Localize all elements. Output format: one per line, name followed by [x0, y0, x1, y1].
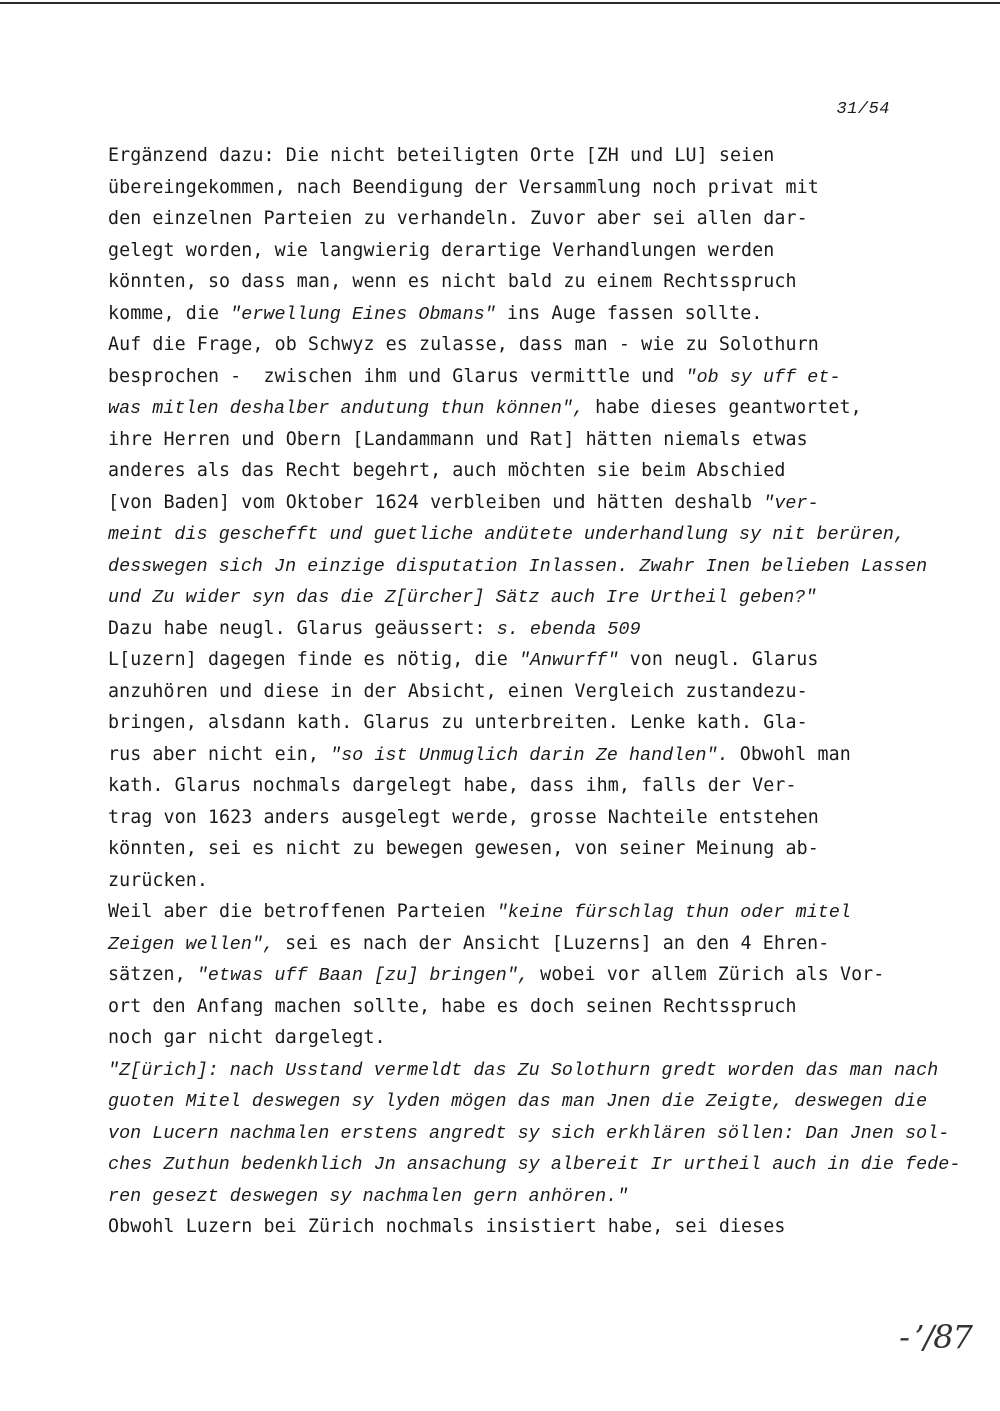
body-text: besprochen - zwischen ihm und Glarus vermittle und — [108, 365, 686, 387]
text-line — [108, 1180, 898, 1212]
body-text: Dazu habe neugl. Glarus geäussert: — [108, 617, 497, 639]
body-text: [von Baden] vom Oktober 1624 verbleiben und hätten deshalb — [108, 491, 764, 513]
text-line — [108, 676, 898, 708]
body-text: sei es nach der Ansicht [Luzerns] an den 4 Ehren- — [274, 932, 830, 954]
top-border-line — [0, 2, 1000, 4]
text-line — [108, 613, 898, 645]
body-text: könnten, sei es nicht zu bewegen gewesen, von seiner Meinung ab- — [108, 838, 819, 859]
text-line — [108, 550, 928, 582]
body-text: habe dieses geantwortet, — [584, 397, 862, 418]
body-text: übereingekommen, nach Beendigung der Versammlung noch privat mit — [108, 176, 819, 198]
text-line — [108, 266, 898, 298]
text-line — [108, 1022, 898, 1054]
text-line — [108, 424, 898, 456]
text-line — [108, 833, 898, 865]
text-line — [108, 392, 898, 424]
text-line — [108, 518, 906, 550]
body-text: komme, die — [108, 302, 231, 324]
text-line — [108, 203, 898, 235]
body-text: Weil aber die betroffenen Parteien — [108, 901, 497, 922]
body-text: wobei vor allem Zürich als Vor- — [528, 964, 885, 985]
quoted-source-text: "erwellung Eines Obmans" — [230, 304, 496, 325]
text-line — [108, 172, 898, 204]
text-line — [108, 991, 898, 1023]
text-line — [108, 707, 898, 739]
text-line — [108, 298, 898, 330]
body-text: anzuhören und diese in der Absicht, einen Vergleich zustandezu- — [108, 680, 808, 702]
quoted-source-text: "etwas uff Baan [zu] bringen", — [196, 966, 529, 986]
text-line — [108, 770, 898, 802]
body-text: Auf die Frage, ob Schwyz es zulasse, dass man - wie zu Solothurn — [108, 334, 819, 355]
body-text: ins Auge fassen sollte. — [495, 302, 763, 324]
body-text: könnten, so dass man, wenn es nicht bald zu einem Rechtsspruch — [108, 271, 797, 292]
body-text: von neugl. Glarus — [618, 649, 819, 670]
quoted-source-text: ren gesezt deswegen sy nachmalen gern anhören." — [108, 1186, 629, 1207]
body-text: kath. Glarus nochmals dargelegt habe, dass ihm, falls der Ver- — [108, 775, 797, 796]
handwritten-page-mark: - ’/87 — [899, 1318, 972, 1356]
text-line — [108, 1117, 950, 1149]
body-text: Obwohl man — [728, 743, 851, 765]
quoted-source-text: und Zu wider syn das die Z[ürcher] Sätz auch Ire Urtheil geben?" — [108, 588, 817, 608]
text-line — [108, 1148, 961, 1180]
text-line — [108, 644, 898, 676]
quoted-source-text: was mitlen deshalber andutung thun können", — [108, 399, 585, 419]
quoted-source-text: meint dis geschefft und guetliche andütete underhandlung sy nit berüren, — [108, 525, 906, 545]
body-text: ort den Anfang machen sollte, habe es doch seinen Rechtsspruch — [108, 995, 797, 1017]
quoted-source-text: s. ebenda 509 — [496, 619, 641, 640]
text-line — [108, 959, 898, 991]
body-text: sätzen, — [108, 964, 197, 985]
quoted-source-text: "so ist Unmuglich darin Ze handlen". — [330, 745, 729, 766]
body-text: bringen, alsdann kath. Glarus zu unterbreiten. Lenke kath. Gla- — [108, 712, 808, 733]
body-text: noch gar nicht dargelegt. — [108, 1027, 386, 1048]
quoted-source-text: desswegen sich Jn einzige disputation Inlassen. Zwahr Inen belieben Lassen — [108, 556, 928, 577]
quoted-source-text: "Anwurff" — [518, 651, 619, 671]
body-text: rus aber nicht ein, — [108, 743, 331, 765]
text-line — [108, 802, 898, 834]
text-line — [108, 581, 898, 613]
body-text: trag von 1623 anders ausgelegt werde, grosse Nachteile entstehen — [108, 806, 819, 828]
quoted-source-text: guoten Mitel deswegen sy lyden mögen das man Jnen die Zeigte, deswegen die — [108, 1092, 928, 1112]
page-number: 31/54 — [836, 100, 890, 119]
quoted-source-text: von Lucern nachmalen erstens angredt sy sich erkhlären söllen: Dan Jnen sol- — [108, 1123, 950, 1144]
text-line — [108, 455, 898, 487]
quoted-source-text: ches Zuthun bedenkhlich Jn ansachung sy albereit Ir urtheil auch in die fede- — [108, 1155, 961, 1175]
body-text: Ergänzend dazu: Die nicht beteiligten Orte [ZH und LU] seien — [108, 145, 775, 166]
text-line — [108, 928, 898, 960]
quoted-source-text: "ver- — [763, 493, 819, 514]
body-text: ihre Herren und Obern [Landammann und Rat] hätten niemals etwas — [108, 428, 808, 450]
text-line — [108, 1085, 928, 1117]
body-text: anderes als das Recht begehrt, auch möchten sie beim Abschied — [108, 460, 786, 481]
quoted-source-text: Zeigen wellen", — [108, 934, 275, 955]
document-body — [108, 140, 961, 1243]
text-line — [108, 896, 898, 928]
text-line — [108, 235, 898, 267]
body-text: zurücken. — [108, 869, 208, 891]
text-line — [108, 739, 898, 771]
text-line — [108, 140, 898, 172]
text-line — [108, 865, 898, 897]
body-text: den einzelnen Parteien zu verhandeln. Zuvor aber sei allen dar- — [108, 208, 808, 229]
quoted-source-text: "Z[ürich]: nach Usstand vermeldt das Zu Solothurn gredt worden das man nach — [108, 1060, 939, 1081]
body-text: Obwohl Luzern bei Zürich nochmals insistiert habe, sei dieses — [108, 1216, 786, 1237]
text-line — [108, 487, 898, 519]
text-line — [108, 329, 898, 361]
text-line — [108, 1054, 939, 1086]
text-line — [108, 361, 898, 393]
quoted-source-text: "ob sy uff et- — [685, 367, 841, 388]
body-text: L[uzern] dagegen finde es nötig, die — [108, 649, 519, 670]
body-text: gelegt worden, wie langwierig derartige Verhandlungen werden — [108, 239, 775, 261]
quoted-source-text: "keine fürschlag thun oder mitel — [496, 903, 851, 923]
text-line — [108, 1211, 898, 1243]
